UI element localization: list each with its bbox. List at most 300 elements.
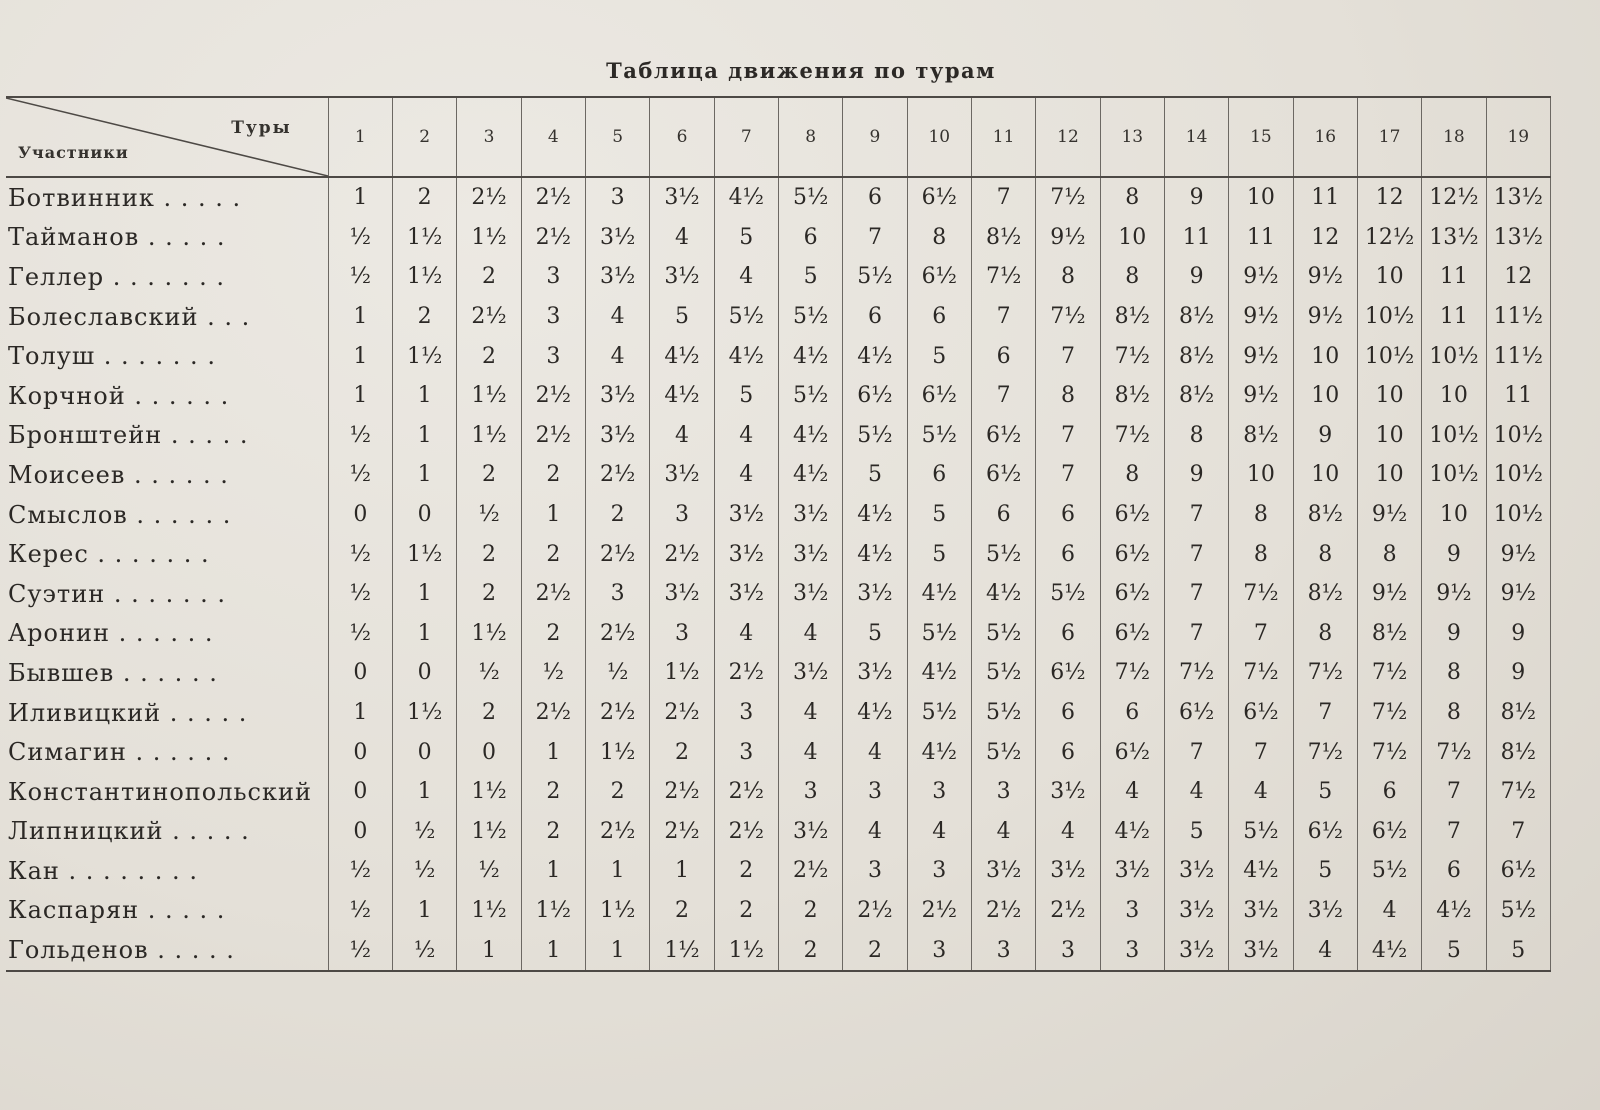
score-cell: 2½ xyxy=(521,177,585,218)
score-cell: ½ xyxy=(328,455,392,495)
score-cell: 9½ xyxy=(1036,218,1100,258)
score-cell: 7 xyxy=(1422,772,1486,812)
score-cell: 0 xyxy=(328,495,392,535)
score-cell: 7½ xyxy=(1422,732,1486,772)
score-cell: 5½ xyxy=(971,653,1035,693)
score-cell: 3½ xyxy=(714,534,778,574)
score-cell: 12 xyxy=(1486,257,1550,297)
score-cell: 1 xyxy=(650,851,714,891)
participant-name: Липницкий . . . . . xyxy=(8,817,250,846)
score-cell: 3 xyxy=(907,772,971,812)
score-cell: 0 xyxy=(393,732,457,772)
score-cell: 10½ xyxy=(1357,297,1421,337)
score-cell: 2 xyxy=(521,534,585,574)
score-cell: 8½ xyxy=(1164,336,1228,376)
score-cell: ½ xyxy=(393,930,457,971)
score-cell: 5 xyxy=(907,534,971,574)
score-cell: 7 xyxy=(1036,416,1100,456)
score-cell: 2 xyxy=(778,891,842,931)
score-cell: 10½ xyxy=(1486,416,1550,456)
participant-name: Моисеев . . . . . . xyxy=(8,460,229,489)
score-cell: 2½ xyxy=(714,812,778,852)
score-cell: 1½ xyxy=(393,336,457,376)
round-header-4: 4 xyxy=(521,97,585,177)
score-cell: 13½ xyxy=(1422,218,1486,258)
score-cell: 3 xyxy=(521,257,585,297)
score-cell: 7 xyxy=(971,177,1035,218)
score-cell: 10 xyxy=(1229,455,1293,495)
score-cell: 7½ xyxy=(1293,653,1357,693)
score-cell: 4 xyxy=(1036,812,1100,852)
score-cell: 12 xyxy=(1357,177,1421,218)
score-cell: 6½ xyxy=(1036,653,1100,693)
score-cell: 8 xyxy=(1293,614,1357,654)
score-cell: ½ xyxy=(393,812,457,852)
score-cell: 6 xyxy=(843,297,907,337)
score-cell: 0 xyxy=(393,495,457,535)
score-cell: 6 xyxy=(1036,614,1100,654)
score-cell: 4½ xyxy=(650,376,714,416)
round-header-18: 18 xyxy=(1422,97,1486,177)
score-cell: 8 xyxy=(1036,376,1100,416)
score-cell: 2½ xyxy=(650,772,714,812)
score-cell: 11 xyxy=(1164,218,1228,258)
score-cell: 1 xyxy=(328,376,392,416)
score-cell: 1 xyxy=(585,851,649,891)
score-cell: 10½ xyxy=(1486,495,1550,535)
score-cell: 12½ xyxy=(1422,177,1486,218)
round-header-17: 17 xyxy=(1357,97,1421,177)
score-cell: 3½ xyxy=(585,376,649,416)
score-cell: 10 xyxy=(1293,336,1357,376)
score-cell: 3 xyxy=(650,614,714,654)
table-row xyxy=(6,614,1551,654)
score-cell: 8 xyxy=(1293,534,1357,574)
participant-name: Бронштейн . . . . . xyxy=(8,421,249,450)
score-cell: ½ xyxy=(328,574,392,614)
score-cell: 1 xyxy=(585,930,649,971)
score-cell: 8 xyxy=(907,218,971,258)
table-row xyxy=(6,455,1551,495)
round-header-5: 5 xyxy=(585,97,649,177)
score-cell: 4 xyxy=(843,732,907,772)
score-cell: 4½ xyxy=(843,495,907,535)
score-cell: 2 xyxy=(521,812,585,852)
round-header-11: 11 xyxy=(971,97,1035,177)
score-cell: 10 xyxy=(1422,376,1486,416)
score-cell: 2½ xyxy=(585,693,649,733)
score-cell: 3 xyxy=(907,930,971,971)
score-cell: 4 xyxy=(714,416,778,456)
score-cell: 1½ xyxy=(650,930,714,971)
table-row xyxy=(6,930,1551,971)
score-cell: 6½ xyxy=(1164,693,1228,733)
score-cell: 1½ xyxy=(650,653,714,693)
score-cell: 9½ xyxy=(1229,336,1293,376)
score-cell: 3 xyxy=(521,336,585,376)
score-cell: 4½ xyxy=(714,336,778,376)
score-cell: 0 xyxy=(393,653,457,693)
score-cell: 1 xyxy=(393,574,457,614)
score-cell: 2½ xyxy=(650,812,714,852)
score-cell: 8½ xyxy=(1164,297,1228,337)
score-cell: 6½ xyxy=(1100,534,1164,574)
score-cell: 7 xyxy=(1486,812,1550,852)
score-cell: 10½ xyxy=(1486,455,1550,495)
score-cell: 1½ xyxy=(714,930,778,971)
score-cell: 9 xyxy=(1164,455,1228,495)
score-cell: 4 xyxy=(585,297,649,337)
score-cell: 4½ xyxy=(971,574,1035,614)
score-cell: 2½ xyxy=(585,534,649,574)
score-cell: 1 xyxy=(521,495,585,535)
score-cell: 6½ xyxy=(1100,574,1164,614)
score-cell: 7 xyxy=(1036,455,1100,495)
score-cell: 2 xyxy=(457,693,521,733)
score-cell: 7 xyxy=(1164,534,1228,574)
score-cell: 2 xyxy=(457,336,521,376)
round-header-14: 14 xyxy=(1164,97,1228,177)
round-header-9: 9 xyxy=(843,97,907,177)
score-cell: 8½ xyxy=(971,218,1035,258)
score-cell: 4 xyxy=(1357,891,1421,931)
score-cell: 11 xyxy=(1293,177,1357,218)
score-cell: 6 xyxy=(778,218,842,258)
score-cell: 11 xyxy=(1486,376,1550,416)
score-cell: 6 xyxy=(1357,772,1421,812)
score-cell: 2 xyxy=(457,574,521,614)
score-cell: 3½ xyxy=(778,574,842,614)
score-cell: 4½ xyxy=(650,336,714,376)
score-cell: 1½ xyxy=(457,416,521,456)
score-cell: 2 xyxy=(843,930,907,971)
round-header-10: 10 xyxy=(907,97,971,177)
score-cell: ½ xyxy=(328,614,392,654)
score-cell: 6 xyxy=(907,297,971,337)
score-cell: 4 xyxy=(778,732,842,772)
score-cell: ½ xyxy=(457,653,521,693)
score-cell: ½ xyxy=(328,534,392,574)
score-cell: 3 xyxy=(971,930,1035,971)
score-cell: 4 xyxy=(585,336,649,376)
score-cell: 8½ xyxy=(1293,495,1357,535)
score-cell: 9½ xyxy=(1229,257,1293,297)
table-row xyxy=(6,574,1551,614)
table-row xyxy=(6,653,1551,693)
score-cell: 5 xyxy=(714,376,778,416)
score-cell: 9½ xyxy=(1486,534,1550,574)
table-row xyxy=(6,297,1551,337)
score-cell: 2 xyxy=(714,891,778,931)
round-header-12: 12 xyxy=(1036,97,1100,177)
score-cell: 4 xyxy=(714,614,778,654)
score-cell: 2½ xyxy=(585,455,649,495)
score-cell: 1½ xyxy=(457,376,521,416)
score-cell: 7 xyxy=(1229,614,1293,654)
score-cell: 2½ xyxy=(457,177,521,218)
score-cell: 3 xyxy=(778,772,842,812)
score-cell: 10½ xyxy=(1422,416,1486,456)
score-cell: 5½ xyxy=(971,614,1035,654)
score-cell: 5 xyxy=(650,297,714,337)
score-cell: 2½ xyxy=(521,376,585,416)
score-cell: 9 xyxy=(1164,257,1228,297)
score-cell: 7½ xyxy=(1164,653,1228,693)
score-cell: 9½ xyxy=(1229,376,1293,416)
score-cell: 7½ xyxy=(1357,693,1421,733)
table-row xyxy=(6,257,1551,297)
score-cell: 8½ xyxy=(1486,732,1550,772)
round-header-16: 16 xyxy=(1293,97,1357,177)
round-header-2: 2 xyxy=(393,97,457,177)
score-cell: 3½ xyxy=(714,574,778,614)
score-cell: 11½ xyxy=(1486,336,1550,376)
score-cell: 2½ xyxy=(907,891,971,931)
score-cell: 3½ xyxy=(971,851,1035,891)
participant-name: Суэтин . . . . . . . xyxy=(8,579,226,608)
score-cell: 7 xyxy=(1164,495,1228,535)
score-cell: 4½ xyxy=(843,336,907,376)
score-cell: 6 xyxy=(1036,732,1100,772)
score-cell: 4 xyxy=(650,218,714,258)
score-cell: 1 xyxy=(393,772,457,812)
score-cell: 7 xyxy=(1229,732,1293,772)
score-cell: 3½ xyxy=(714,495,778,535)
score-cell: 2½ xyxy=(585,614,649,654)
score-cell: 8 xyxy=(1229,534,1293,574)
score-cell: 4½ xyxy=(907,574,971,614)
score-cell: 11 xyxy=(1422,297,1486,337)
score-cell: 1½ xyxy=(521,891,585,931)
score-cell: 2 xyxy=(778,930,842,971)
score-cell: 6½ xyxy=(1357,812,1421,852)
score-cell: 5½ xyxy=(1357,851,1421,891)
score-cell: 9 xyxy=(1164,177,1228,218)
round-header-3: 3 xyxy=(457,97,521,177)
score-cell: 1 xyxy=(393,416,457,456)
score-cell: 7½ xyxy=(1293,732,1357,772)
header-row xyxy=(6,97,1551,177)
score-cell: 1½ xyxy=(457,812,521,852)
score-cell: 0 xyxy=(328,653,392,693)
round-header-19: 19 xyxy=(1486,97,1550,177)
score-cell: 0 xyxy=(328,732,392,772)
score-cell: 3½ xyxy=(778,653,842,693)
score-cell: 10 xyxy=(1357,376,1421,416)
score-cell: ½ xyxy=(328,218,392,258)
score-cell: 8 xyxy=(1036,257,1100,297)
score-cell: 8 xyxy=(1100,257,1164,297)
table-row xyxy=(6,693,1551,733)
score-cell: 6 xyxy=(1036,693,1100,733)
score-cell: ½ xyxy=(328,416,392,456)
table-body xyxy=(6,177,1551,971)
score-cell: 10 xyxy=(1357,257,1421,297)
score-cell: 10 xyxy=(1100,218,1164,258)
round-header-6: 6 xyxy=(650,97,714,177)
score-cell: 0 xyxy=(457,732,521,772)
score-cell: 3 xyxy=(1100,930,1164,971)
score-cell: 3 xyxy=(585,574,649,614)
score-cell: 1½ xyxy=(393,534,457,574)
score-cell: 7 xyxy=(1422,812,1486,852)
score-cell: 2 xyxy=(650,732,714,772)
score-cell: 8½ xyxy=(1486,693,1550,733)
score-cell: 7½ xyxy=(1100,653,1164,693)
table-row xyxy=(6,177,1551,218)
score-cell: 6½ xyxy=(907,376,971,416)
score-cell: 8½ xyxy=(1100,297,1164,337)
score-cell: 7½ xyxy=(1486,772,1550,812)
participant-name: Геллер . . . . . . . xyxy=(8,262,225,291)
score-cell: 3½ xyxy=(650,455,714,495)
score-cell: 4½ xyxy=(907,732,971,772)
score-cell: 4 xyxy=(650,416,714,456)
score-cell: 3½ xyxy=(585,416,649,456)
score-cell: 1 xyxy=(521,732,585,772)
score-cell: 8½ xyxy=(1164,376,1228,416)
score-cell: 2 xyxy=(457,534,521,574)
score-cell: 3 xyxy=(650,495,714,535)
score-cell: 2 xyxy=(521,772,585,812)
score-cell: 5 xyxy=(714,218,778,258)
score-cell: 2½ xyxy=(650,693,714,733)
score-cell: 4½ xyxy=(1229,851,1293,891)
table-row xyxy=(6,851,1551,891)
score-cell: 1½ xyxy=(393,693,457,733)
score-cell: 3½ xyxy=(585,218,649,258)
score-cell: 4½ xyxy=(778,416,842,456)
score-cell: 5 xyxy=(1422,930,1486,971)
score-cell: 3½ xyxy=(1036,772,1100,812)
score-cell: 5½ xyxy=(971,534,1035,574)
score-cell: 4½ xyxy=(843,534,907,574)
score-cell: 6½ xyxy=(843,376,907,416)
score-cell: 8 xyxy=(1229,495,1293,535)
score-cell: 1 xyxy=(328,336,392,376)
score-cell: 1 xyxy=(393,891,457,931)
score-cell: 4 xyxy=(1164,772,1228,812)
score-cell: 0 xyxy=(328,772,392,812)
score-cell: 10½ xyxy=(1422,455,1486,495)
score-cell: 3½ xyxy=(1164,930,1228,971)
score-cell: 1½ xyxy=(457,218,521,258)
score-cell: 9½ xyxy=(1357,574,1421,614)
score-cell: 7 xyxy=(971,376,1035,416)
score-cell: 7½ xyxy=(1357,732,1421,772)
score-cell: 1 xyxy=(521,930,585,971)
score-cell: 1½ xyxy=(393,257,457,297)
rounds-label: Туры xyxy=(231,118,292,138)
score-cell: 3½ xyxy=(778,534,842,574)
round-header-8: 8 xyxy=(778,97,842,177)
score-cell: 8 xyxy=(1100,177,1164,218)
score-cell: ½ xyxy=(328,257,392,297)
score-cell: ½ xyxy=(457,495,521,535)
score-cell: 5 xyxy=(1486,930,1550,971)
header-corner-cell xyxy=(6,97,328,177)
score-cell: 13½ xyxy=(1486,177,1550,218)
score-cell: 9½ xyxy=(1422,574,1486,614)
score-cell: 8½ xyxy=(1293,574,1357,614)
score-cell: 4½ xyxy=(714,177,778,218)
score-cell: 8 xyxy=(1164,416,1228,456)
score-cell: 4 xyxy=(907,812,971,852)
score-cell: 9 xyxy=(1422,534,1486,574)
score-cell: 10 xyxy=(1293,376,1357,416)
score-cell: 4 xyxy=(1293,930,1357,971)
score-cell: ½ xyxy=(328,930,392,971)
score-cell: 12½ xyxy=(1357,218,1421,258)
score-cell: 3 xyxy=(714,732,778,772)
score-cell: 6½ xyxy=(1229,693,1293,733)
table-row xyxy=(6,891,1551,931)
score-cell: 4 xyxy=(714,257,778,297)
score-cell: 6 xyxy=(1036,495,1100,535)
score-cell: 5 xyxy=(1164,812,1228,852)
score-cell: 5½ xyxy=(778,177,842,218)
score-cell: 3½ xyxy=(1164,851,1228,891)
score-cell: 1 xyxy=(328,177,392,218)
score-cell: 5½ xyxy=(843,257,907,297)
score-cell: 6½ xyxy=(1486,851,1550,891)
score-cell: 9 xyxy=(1486,653,1550,693)
score-cell: 7 xyxy=(843,218,907,258)
score-cell: 3½ xyxy=(650,574,714,614)
score-cell: 3½ xyxy=(778,495,842,535)
score-cell: 4 xyxy=(714,455,778,495)
table-row xyxy=(6,218,1551,258)
score-cell: 5 xyxy=(843,614,907,654)
score-cell: 2 xyxy=(521,614,585,654)
score-cell: 7½ xyxy=(1229,574,1293,614)
score-cell: 9 xyxy=(1293,416,1357,456)
score-cell: ½ xyxy=(328,851,392,891)
score-cell: 1 xyxy=(393,614,457,654)
round-header-1: 1 xyxy=(328,97,392,177)
participant-name: Смыслов . . . . . . xyxy=(8,500,232,529)
score-cell: 6½ xyxy=(907,177,971,218)
score-cell: 6 xyxy=(1422,851,1486,891)
score-cell: 4 xyxy=(1229,772,1293,812)
score-cell: 3½ xyxy=(843,574,907,614)
score-cell: 5½ xyxy=(907,416,971,456)
score-cell: 4 xyxy=(971,812,1035,852)
rounds-table xyxy=(6,96,1551,972)
table-row xyxy=(6,416,1551,456)
score-cell: 3½ xyxy=(778,812,842,852)
participant-name: Аронин . . . . . . xyxy=(8,619,214,648)
score-cell: 12 xyxy=(1293,218,1357,258)
score-cell: 5½ xyxy=(907,614,971,654)
score-cell: ½ xyxy=(457,851,521,891)
participant-name: Симагин . . . . . . xyxy=(8,738,231,767)
score-cell: 4½ xyxy=(1357,930,1421,971)
score-cell: 2½ xyxy=(585,812,649,852)
score-cell: 7½ xyxy=(1100,336,1164,376)
score-cell: 2 xyxy=(585,495,649,535)
score-cell: 8 xyxy=(1422,653,1486,693)
table-row xyxy=(6,534,1551,574)
score-cell: 11 xyxy=(1422,257,1486,297)
score-cell: 8 xyxy=(1422,693,1486,733)
participant-name: Керес . . . . . . . xyxy=(8,540,210,569)
score-cell: 2 xyxy=(393,297,457,337)
score-cell: 2 xyxy=(585,772,649,812)
score-cell: 5 xyxy=(1293,772,1357,812)
score-cell: 6½ xyxy=(1100,732,1164,772)
score-cell: 3½ xyxy=(1164,891,1228,931)
